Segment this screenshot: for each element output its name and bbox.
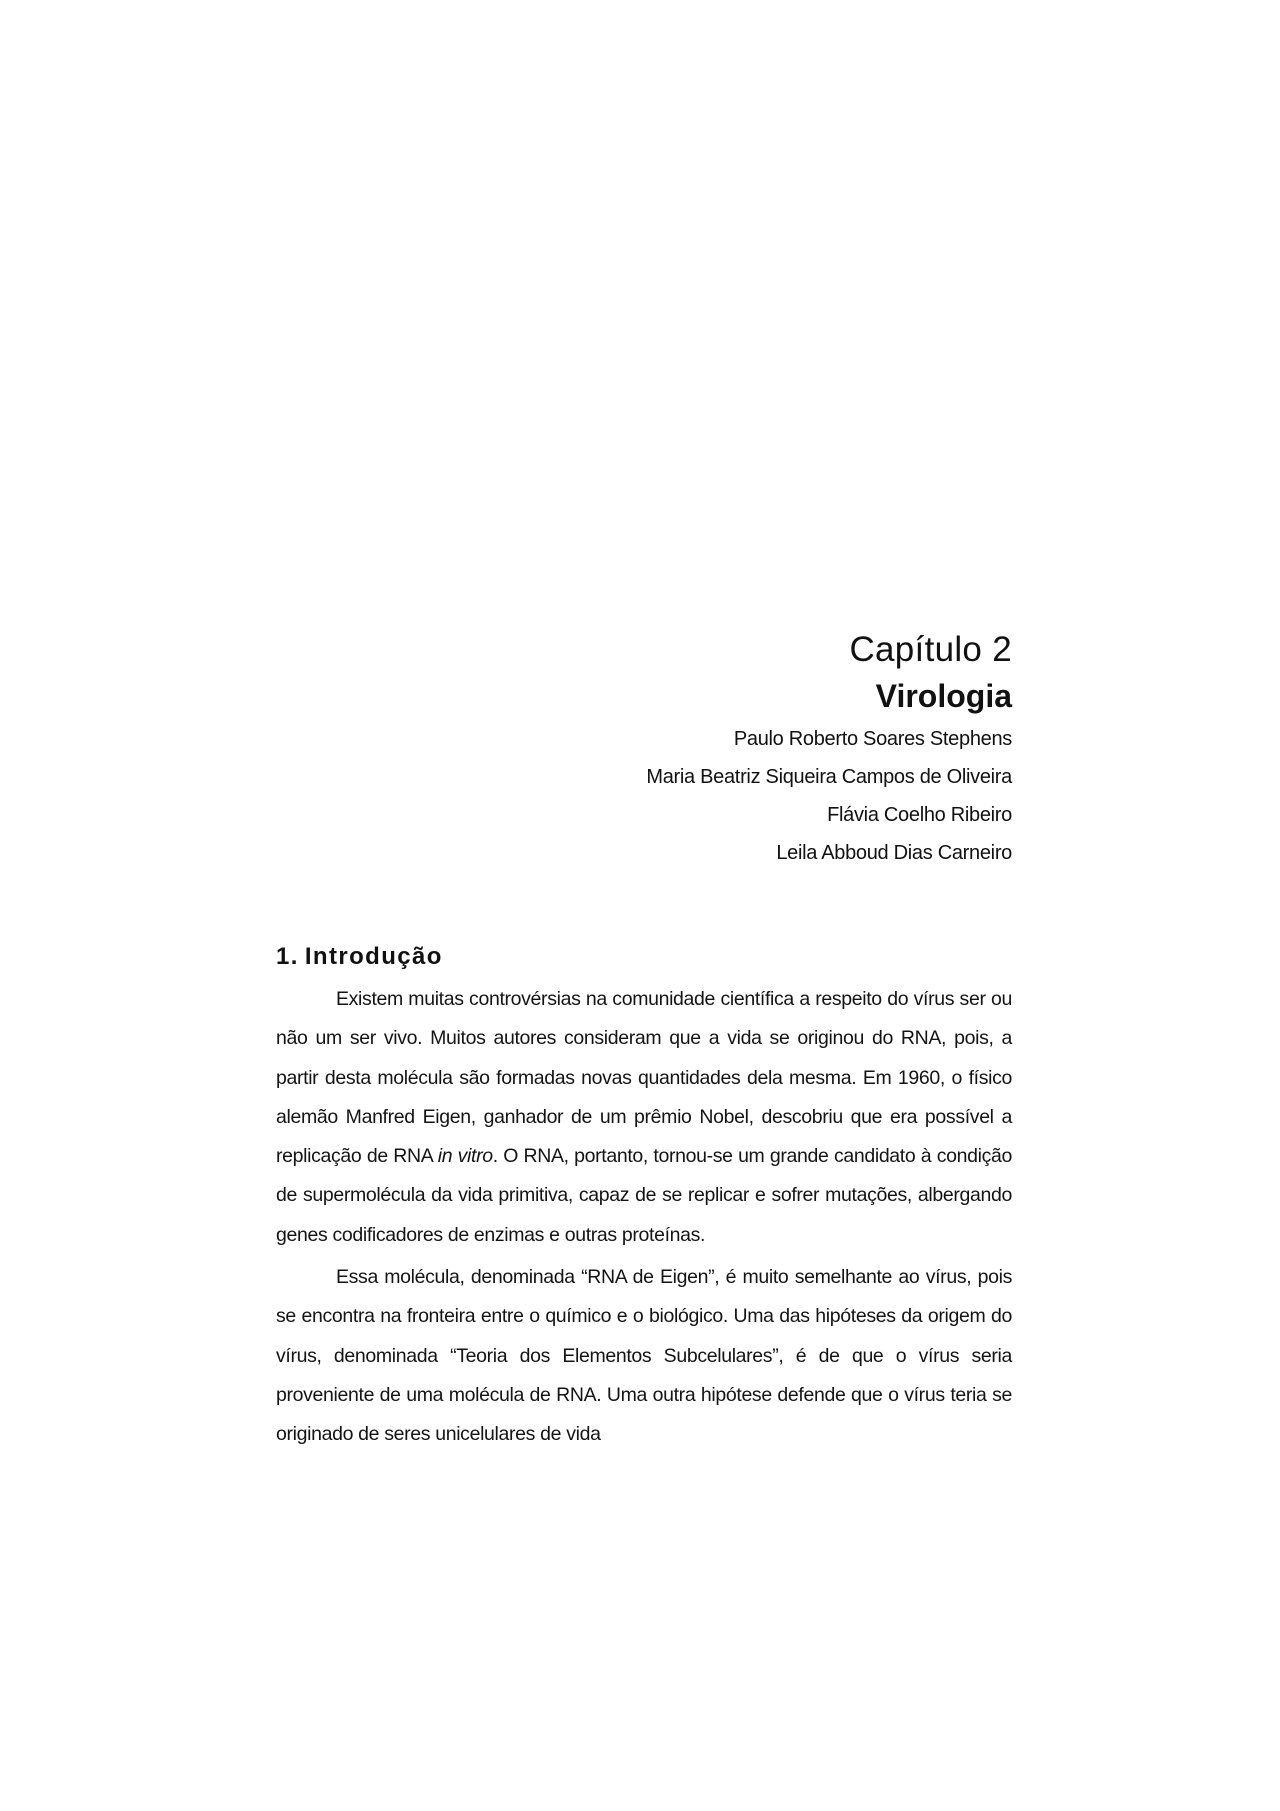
author-name: Leila Abboud Dias Carneiro bbox=[776, 842, 1012, 864]
section-number: 1. bbox=[276, 943, 299, 970]
body-paragraph bbox=[276, 980, 1012, 1255]
chapter-title: Virologia bbox=[875, 678, 1012, 714]
section-heading bbox=[276, 937, 1012, 977]
chapter-header bbox=[276, 628, 1012, 872]
paragraph-text: Existem muitas controvérsias na comunidade científica a respeito do vírus ser ou não um ser vivo. Muitos autores consideram que a vida se originou do RNA, pois, a partir desta molécula são formadas novas quantidades dela mesma. Em 1960, o físico alemão Manfred Eigen, ganhador de um prêmio Nobel, descobriu que era possível a replicação de RNA bbox=[276, 988, 1012, 1168]
section-title: Introdução bbox=[304, 943, 443, 970]
body-paragraph: Essa molécula, denominada “RNA de Eigen”, é muito semelhante ao vírus, pois se encontra na fronteira entre o químico e o biológico. Uma das hipóteses da origem do vírus, denominada “Teoria dos Elementos Subcelulares”, é de que o vírus seria proveniente de uma molécula de RNA. Uma outra hipótese defende que o vírus teria se originado de seres unicelulares de vida bbox=[276, 1266, 1012, 1446]
author-name: Flávia Coelho Ribeiro bbox=[827, 804, 1012, 826]
section-introduction bbox=[276, 937, 1012, 1458]
author-list bbox=[276, 720, 1012, 872]
author-name: Paulo Roberto Soares Stephens bbox=[733, 728, 1012, 750]
paragraph-text: . O RNA, portanto, tornou-se um grande candidato à condição de supermolécula da vida primitiva, capaz de se replicar e sofrer mutações, albergando genes codificadores de enzimas e outras proteínas. bbox=[276, 1145, 1012, 1246]
chapter-label: Capítulo 2 bbox=[849, 630, 1012, 669]
author-name: Maria Beatriz Siqueira Campos de Oliveira bbox=[646, 766, 1012, 788]
italic-term: in vitro bbox=[437, 1145, 493, 1168]
